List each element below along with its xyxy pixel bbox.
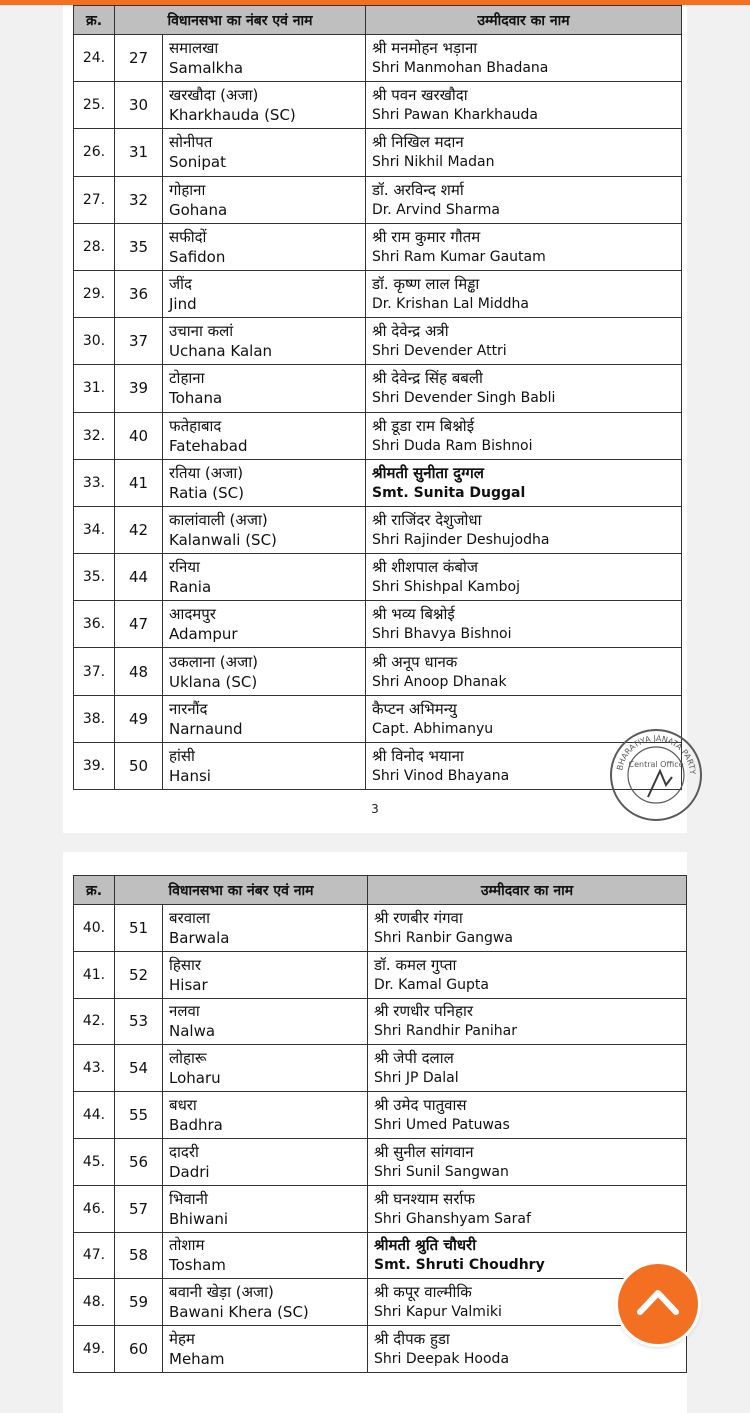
constituency-name — [163, 742, 366, 789]
candidate-name-hindi: श्री घनश्याम सर्राफ — [374, 1189, 475, 1208]
candidate-name-english: Smt. Shruti Choudhry — [374, 1257, 545, 1274]
candidate-name — [366, 412, 682, 459]
candidate-name-hindi: श्री पवन खरखौदा — [372, 86, 468, 105]
candidate-name — [366, 365, 682, 412]
constituency-number: 36 — [115, 270, 163, 317]
table-header-row — [74, 6, 682, 35]
constituency-number: 31 — [115, 129, 163, 176]
candidate-name-hindi: श्री निखिल मदान — [372, 133, 464, 152]
candidate-name-english: Shri Umed Patuwas — [374, 1117, 510, 1134]
candidate-table — [73, 875, 687, 1373]
constituency-name — [163, 601, 366, 648]
candidate-name-hindi: श्री डूडा राम बिश्नोई — [372, 416, 475, 435]
stamp-outer-text: BHARATIYA JANATA PARTY — [615, 733, 698, 775]
serial-number: 26. — [74, 129, 115, 176]
constituency-name-english: Meham — [169, 1350, 225, 1369]
constituency-name — [163, 412, 366, 459]
constituency-name-english: Loharu — [169, 1069, 221, 1088]
constituency-name-hindi: सोनीपत — [169, 133, 213, 152]
constituency-name — [163, 1326, 368, 1373]
candidate-name-hindi: श्री रणधीर पनिहार — [374, 1002, 473, 1021]
header-constituency: विधानसभा का नंबर एवं नाम — [115, 876, 368, 905]
constituency-name-hindi: टोहाना — [169, 369, 205, 388]
constituency-name — [163, 905, 368, 952]
candidate-name-hindi: श्री कपूर वाल्मीकि — [374, 1283, 472, 1302]
serial-number: 30. — [74, 318, 115, 365]
constituency-name — [163, 176, 366, 223]
constituency-number: 42 — [115, 506, 163, 553]
constituency-name-hindi: सफीदों — [169, 227, 207, 246]
serial-number: 37. — [74, 648, 115, 695]
constituency-name — [163, 951, 368, 998]
table-row — [74, 601, 682, 648]
serial-number: 49. — [74, 1326, 115, 1373]
candidate-name-hindi: श्री राम कुमार गौतम — [372, 227, 481, 246]
constituency-name — [163, 1045, 368, 1092]
constituency-number: 39 — [115, 365, 163, 412]
constituency-number: 32 — [115, 176, 163, 223]
candidate-name-english: Shri Deepak Hooda — [374, 1351, 510, 1368]
constituency-name-english: Bhiwani — [169, 1209, 229, 1228]
serial-number: 42. — [74, 998, 115, 1045]
constituency-name-hindi: जींद — [169, 275, 192, 294]
candidate-name — [366, 554, 682, 601]
constituency-name — [163, 35, 366, 82]
constituency-name-english: Narnaund — [169, 719, 243, 738]
candidate-name — [366, 318, 682, 365]
serial-number: 48. — [74, 1279, 115, 1326]
constituency-name — [163, 648, 366, 695]
serial-number: 39. — [74, 742, 115, 789]
candidate-name — [366, 459, 682, 506]
document-page-4 — [63, 852, 687, 1413]
constituency-name-english: Samalkha — [169, 59, 244, 78]
serial-number: 41. — [74, 951, 115, 998]
constituency-name — [163, 365, 366, 412]
table-row — [74, 998, 687, 1045]
candidate-name-english: Shri JP Dalal — [374, 1070, 459, 1087]
constituency-number: 40 — [115, 412, 163, 459]
constituency-name-hindi: रतिया (अजा) — [169, 463, 244, 482]
constituency-number: 52 — [115, 951, 163, 998]
constituency-name — [163, 506, 366, 553]
serial-number: 28. — [74, 223, 115, 270]
table-row — [74, 459, 682, 506]
constituency-number: 49 — [115, 695, 163, 742]
table-row — [74, 129, 682, 176]
candidate-name-english: Shri Pawan Kharkhauda — [372, 107, 538, 124]
table-row — [74, 318, 682, 365]
candidate-name-english: Dr. Kamal Gupta — [374, 976, 489, 993]
candidate-name — [368, 1185, 687, 1232]
candidate-name — [368, 1045, 687, 1092]
constituency-name-english: Bawani Khera (SC) — [169, 1303, 309, 1322]
constituency-name-hindi: आदमपुर — [169, 605, 216, 624]
table-row — [74, 35, 682, 82]
table-row — [74, 1326, 687, 1373]
candidate-name-english: Shri Randhir Panihar — [374, 1023, 517, 1040]
constituency-number: 58 — [115, 1232, 163, 1279]
constituency-name — [163, 1279, 368, 1326]
constituency-name — [163, 1092, 368, 1139]
constituency-name-english: Nalwa — [169, 1022, 216, 1041]
table-row — [74, 1185, 687, 1232]
constituency-name-hindi: समालखा — [169, 39, 219, 58]
constituency-number: 27 — [115, 35, 163, 82]
candidate-name — [366, 506, 682, 553]
serial-number: 27. — [74, 176, 115, 223]
table-row — [74, 905, 687, 952]
constituency-name — [163, 554, 366, 601]
constituency-number: 57 — [115, 1185, 163, 1232]
table-row — [74, 695, 682, 742]
constituency-name — [163, 1232, 368, 1279]
candidate-name-english: Shri Duda Ram Bishnoi — [372, 437, 533, 454]
candidate-name-english: Shri Nikhil Madan — [372, 154, 495, 171]
candidate-name-hindi: श्री विनोद भयाना — [372, 746, 464, 765]
candidate-name-english: Shri Shishpal Kamboj — [372, 579, 520, 596]
candidate-name — [366, 176, 682, 223]
chevron-up-icon — [632, 1278, 684, 1330]
candidate-name-hindi: श्री भव्य बिश्नोई — [372, 605, 455, 624]
constituency-name-hindi: कालांवाली (अजा) — [169, 510, 268, 529]
serial-number: 35. — [74, 554, 115, 601]
constituency-name-english: Fatehabad — [169, 436, 248, 455]
constituency-name-english: Safidon — [169, 247, 226, 266]
table-row — [74, 1279, 687, 1326]
constituency-name — [163, 695, 366, 742]
candidate-name-english: Shri Ram Kumar Gautam — [372, 248, 546, 265]
constituency-number: 51 — [115, 905, 163, 952]
constituency-name-hindi: बवानी खेड़ा (अजा) — [169, 1283, 274, 1302]
constituency-name-english: Ratia (SC) — [169, 483, 244, 502]
candidate-name — [368, 1138, 687, 1185]
constituency-number: 54 — [115, 1045, 163, 1092]
candidate-name-hindi: श्री दीपक हुडा — [374, 1330, 450, 1349]
constituency-number: 53 — [115, 998, 163, 1045]
constituency-name-english: Dadri — [169, 1162, 210, 1181]
constituency-name-hindi: भिवानी — [169, 1189, 208, 1208]
table-row — [74, 270, 682, 317]
candidate-name — [366, 82, 682, 129]
candidate-name-english: Shri Devender Attri — [372, 343, 507, 360]
serial-number: 44. — [74, 1092, 115, 1139]
table-row — [74, 506, 682, 553]
candidate-name-english: Shri Devender Singh Babli — [372, 390, 556, 407]
header-constituency: विधानसभा का नंबर एवं नाम — [115, 6, 366, 35]
candidate-table — [73, 5, 682, 790]
constituency-name-hindi: रनिया — [169, 558, 200, 577]
table-row — [74, 554, 682, 601]
candidate-name-hindi: श्री सुनील सांगवान — [374, 1142, 474, 1161]
constituency-name-english: Hisar — [169, 975, 208, 994]
constituency-number: 50 — [115, 742, 163, 789]
constituency-name-hindi: फतेहाबाद — [169, 416, 222, 435]
constituency-name-hindi: हांसी — [169, 746, 195, 765]
table-row — [74, 176, 682, 223]
candidate-name — [368, 998, 687, 1045]
constituency-number: 37 — [115, 318, 163, 365]
constituency-name-english: Hansi — [169, 766, 211, 785]
candidate-name-english: Shri Ranbir Gangwa — [374, 929, 513, 946]
constituency-name-hindi: तोशाम — [169, 1236, 205, 1255]
constituency-name-english: Jind — [169, 295, 197, 314]
serial-number: 47. — [74, 1232, 115, 1279]
constituency-name-english: Tohana — [169, 389, 223, 408]
candidate-name-english: Shri Anoop Dhanak — [372, 673, 507, 690]
table-row — [74, 223, 682, 270]
constituency-name — [163, 223, 366, 270]
candidate-name-english: Shri Rajinder Deshujodha — [372, 531, 550, 548]
constituency-number: 30 — [115, 82, 163, 129]
constituency-name-english: Barwala — [169, 928, 230, 947]
candidate-name-hindi: श्री रणबीर गंगवा — [374, 908, 463, 927]
candidate-name — [366, 601, 682, 648]
constituency-name-hindi: नारनौंद — [169, 699, 208, 718]
table-row — [74, 648, 682, 695]
candidate-name-hindi: श्रीमती श्रुति चौधरी — [374, 1236, 477, 1255]
candidate-name — [366, 35, 682, 82]
constituency-number: 41 — [115, 459, 163, 506]
candidate-name-english: Shri Bhavya Bishnoi — [372, 626, 512, 643]
stamp-inner-text: Central Office — [628, 760, 684, 769]
constituency-number: 48 — [115, 648, 163, 695]
candidate-name-hindi: श्री मनमोहन भड़ाना — [372, 39, 478, 58]
candidate-name-hindi: श्री राजिंदर देशुजोधा — [372, 510, 482, 529]
candidate-name-english: Shri Sunil Sangwan — [374, 1163, 509, 1180]
candidate-name-hindi: कैप्टन अभिमन्यु — [372, 699, 457, 718]
constituency-name-hindi: लोहारू — [169, 1049, 207, 1068]
constituency-name-english: Sonipat — [169, 153, 226, 172]
constituency-name — [163, 1185, 368, 1232]
serial-number: 29. — [74, 270, 115, 317]
header-candidate: उम्मीदवार का नाम — [366, 6, 682, 35]
candidate-name-hindi: श्री उमेद पातुवास — [374, 1096, 467, 1115]
candidate-name-english: Dr. Krishan Lal Middha — [372, 296, 529, 313]
constituency-name-hindi: गोहाना — [169, 180, 206, 199]
serial-number: 31. — [74, 365, 115, 412]
constituency-number: 44 — [115, 554, 163, 601]
candidate-name — [366, 223, 682, 270]
header-sno: क्र. — [74, 876, 115, 905]
scroll-to-top-button[interactable] — [618, 1264, 698, 1344]
constituency-name-hindi: खरखौदा (अजा) — [169, 86, 259, 105]
table-row — [74, 742, 682, 789]
table-row — [74, 951, 687, 998]
candidate-name-english: Smt. Sunita Duggal — [372, 484, 526, 501]
candidate-name-english: Dr. Arvind Sharma — [372, 201, 500, 218]
serial-number: 46. — [74, 1185, 115, 1232]
candidate-name — [368, 951, 687, 998]
table-row — [74, 1232, 687, 1279]
constituency-name-hindi: नलवा — [169, 1002, 200, 1021]
constituency-number: 47 — [115, 601, 163, 648]
constituency-name-english: Uklana (SC) — [169, 672, 258, 691]
serial-number: 36. — [74, 601, 115, 648]
table-row — [74, 365, 682, 412]
serial-number: 24. — [74, 35, 115, 82]
candidate-name-hindi: श्री अनूप धानक — [372, 652, 458, 671]
constituency-number: 35 — [115, 223, 163, 270]
candidate-name — [368, 905, 687, 952]
serial-number: 32. — [74, 412, 115, 459]
constituency-name-english: Uchana Kalan — [169, 342, 273, 361]
constituency-name-hindi: बरवाला — [169, 908, 210, 927]
constituency-name-hindi: उचाना कलां — [169, 322, 234, 341]
serial-number: 34. — [74, 506, 115, 553]
constituency-name-hindi: उकलाना (अजा) — [169, 652, 258, 671]
serial-number: 25. — [74, 82, 115, 129]
candidate-name-hindi: श्रीमती सुनीता दुग्गल — [372, 463, 484, 482]
candidate-name-english: Shri Kapur Valmiki — [374, 1304, 502, 1321]
constituency-name-hindi: हिसार — [169, 955, 202, 974]
candidate-name-hindi: श्री देवेन्द्र सिंह बबली — [372, 369, 483, 388]
header-candidate: उम्मीदवार का नाम — [368, 876, 687, 905]
table-header-row — [74, 876, 687, 905]
candidate-name-hindi: श्री शीशपाल कंबोज — [372, 558, 479, 577]
constituency-name-english: Rania — [169, 578, 212, 597]
serial-number: 40. — [74, 905, 115, 952]
candidate-name-english: Capt. Abhimanyu — [372, 720, 494, 737]
constituency-name-english: Kharkhauda (SC) — [169, 106, 296, 125]
constituency-name — [163, 459, 366, 506]
constituency-name-english: Adampur — [169, 625, 238, 644]
constituency-name — [163, 270, 366, 317]
candidate-name — [366, 648, 682, 695]
constituency-name-hindi: मेहम — [169, 1330, 195, 1349]
constituency-name-english: Gohana — [169, 200, 228, 219]
constituency-number: 59 — [115, 1279, 163, 1326]
serial-number: 43. — [74, 1045, 115, 1092]
candidate-name-english: Shri Manmohan Bhadana — [372, 60, 549, 77]
table-row — [74, 1138, 687, 1185]
header-sno: क्र. — [74, 6, 115, 35]
constituency-number: 60 — [115, 1326, 163, 1373]
candidate-name-hindi: श्री जेपी दलाल — [374, 1049, 454, 1068]
table-row — [74, 82, 682, 129]
constituency-number: 56 — [115, 1138, 163, 1185]
serial-number: 45. — [74, 1138, 115, 1185]
serial-number: 38. — [74, 695, 115, 742]
constituency-name — [163, 129, 366, 176]
table-row — [74, 1045, 687, 1092]
constituency-name-english: Kalanwali (SC) — [169, 530, 277, 549]
candidate-name-hindi: श्री देवेन्द्र अत्री — [372, 322, 449, 341]
constituency-name — [163, 1138, 368, 1185]
constituency-name-hindi: बधरा — [169, 1096, 197, 1115]
candidate-name-hindi: डॉ. कमल गुप्ता — [374, 955, 457, 974]
table-row — [74, 412, 682, 459]
candidate-name — [366, 270, 682, 317]
constituency-name — [163, 998, 368, 1045]
candidate-name-hindi: डॉ. कृष्ण लाल मिड्ढा — [372, 275, 480, 294]
serial-number: 33. — [74, 459, 115, 506]
constituency-name-english: Tosham — [169, 1256, 226, 1275]
constituency-number: 55 — [115, 1092, 163, 1139]
candidate-name-english: Shri Vinod Bhayana — [372, 767, 510, 784]
constituency-name-hindi: दादरी — [169, 1142, 199, 1161]
candidate-name-hindi: डॉ. अरविन्द शर्मा — [372, 180, 464, 199]
candidate-name — [368, 1092, 687, 1139]
constituency-name-english: Badhra — [169, 1116, 223, 1135]
constituency-name — [163, 82, 366, 129]
candidate-name — [366, 129, 682, 176]
constituency-name — [163, 318, 366, 365]
page-number: 3 — [371, 802, 379, 816]
candidate-name-english: Shri Ghanshyam Saraf — [374, 1210, 531, 1227]
table-row — [74, 1092, 687, 1139]
document-page-3 — [63, 5, 698, 833]
